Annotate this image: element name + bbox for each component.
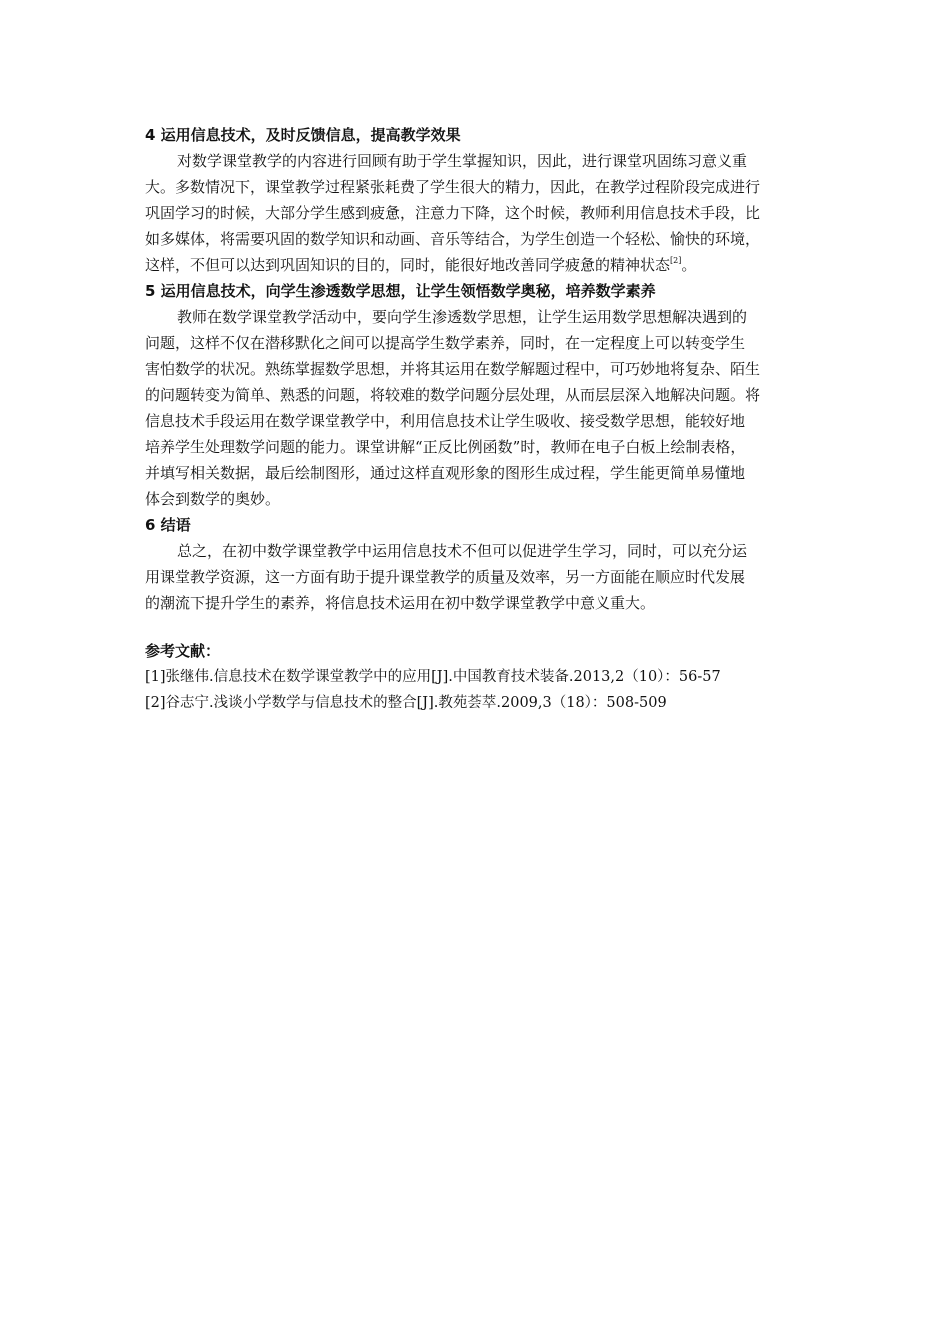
paragraph-line: 害怕数学的状况。熟练掌握数学思想，并将其运用在数学解题过程中，可巧妙地将复杂、陌生 [145, 360, 761, 378]
citation-marker[interactable]: [2] [670, 256, 682, 265]
paragraph-line: 的潮流下提升学生的素养，将信息技术运用在初中数学课堂教学中意义重大。 [145, 594, 656, 612]
paragraph-line: 巩固学习的时候，大部分学生感到疲惫，注意力下降，这个时候，教师利用信息技术手段，比 [145, 204, 761, 222]
paragraph-line: 如多媒体，将需要巩固的数学知识和动画、音乐等结合，为学生创造一个轻松、愉快的环境， [145, 230, 761, 248]
sentence-end: 。 [681, 256, 697, 274]
section-5-paragraph [145, 304, 815, 512]
paragraph-line: 总之，在初中数学课堂教学中运用信息技术不但可以促进学生学习，同时，可以充分运 [177, 542, 748, 560]
paragraph-line: 的问题转变为简单、熟悉的问题，将较难的数学问题分层处理，从而层层深入地解决问题。将 [145, 386, 761, 404]
paragraph-line: 培养学生处理数学问题的能力。课堂讲解“正反比例函数”时，教师在电子白板上绘制表格， [145, 438, 746, 456]
references-title: 参考文献： [145, 642, 221, 660]
reference-item-1: [1]张继伟.信息技术在数学课堂教学中的应用[J].中国教育技术装备.2013,2（10）：56-57 [145, 669, 721, 685]
paragraph-line: 用课堂教学资源，这一方面有助于提升课堂教学的质量及效率，另一方面能在顺应时代发展 [145, 568, 746, 586]
paragraph-line: 对数学课堂教学的内容进行回顾有助于学生掌握知识，因此，进行课堂巩固练习意义重 [177, 152, 748, 170]
paragraph-line-text: 这样，不但可以达到巩固知识的目的，同时，能很好地改善同学疲惫的精神状态 [145, 256, 671, 274]
paragraph-line: 并填写相关数据，最后绘制图形，通过这样直观形象的图形生成过程，学生能更简单易懂地 [145, 464, 746, 482]
paragraph-line: 问题，这样不仅在潜移默化之间可以提高学生数学素养，同时，在一定程度上可以转变学生 [145, 334, 746, 352]
paragraph-line: 大。多数情况下，课堂教学过程紧张耗费了学生很大的精力，因此，在教学过程阶段完成进行 [145, 178, 761, 196]
document-page [145, 122, 815, 716]
paragraph-line-last [145, 252, 815, 278]
section-6-heading: 6 结语 [145, 516, 191, 534]
section-4-paragraph [145, 148, 815, 278]
paragraph-line: 体会到数学的奥妙。 [145, 490, 281, 508]
section-5-heading: 5 运用信息技术，向学生渗透数学思想，让学生领悟数学奥秘，培养数学素养 [145, 282, 656, 300]
paragraph-line: 信息技术手段运用在数学课堂教学中，利用信息技术让学生吸收、接受数学思想，能较好地 [145, 412, 746, 430]
section-6-paragraph [145, 538, 815, 616]
reference-item-2: [2]谷志宁.浅谈小学数学与信息技术的整合[J].教苑荟萃.2009,3（18）：508-509 [145, 695, 667, 711]
section-4-heading: 4 运用信息技术，及时反馈信息，提高教学效果 [145, 126, 461, 144]
paragraph-line: 教师在数学课堂教学活动中，要向学生渗透数学思想，让学生运用数学思想解决遇到的 [177, 308, 748, 326]
